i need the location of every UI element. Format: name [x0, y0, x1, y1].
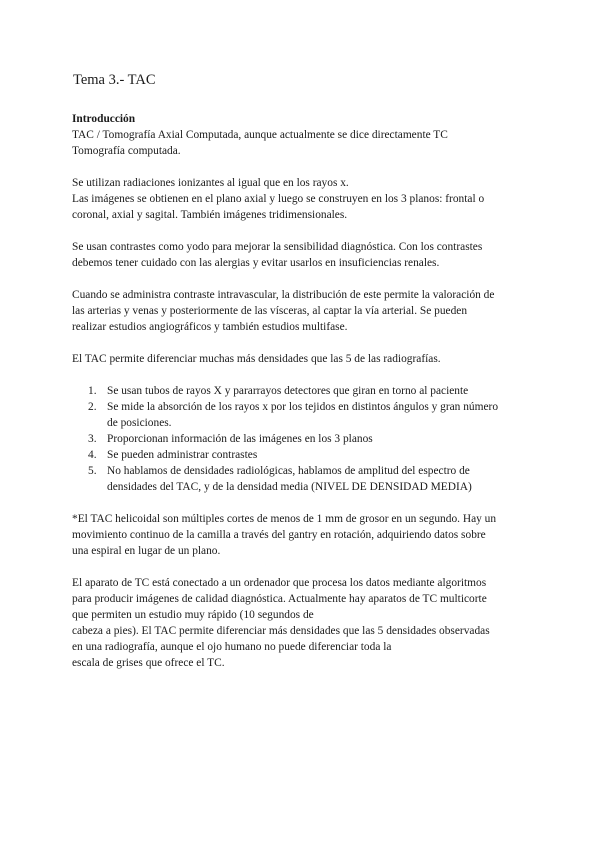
list-item-text: de posiciones. [107, 417, 172, 429]
list-item [72, 463, 532, 495]
list-item-text: Se pueden administrar contrastes [107, 449, 258, 461]
text-line: *El TAC helicoidal son múltiples cortes de menos de 1 mm de grosor en un segundo. Hay un [72, 513, 497, 525]
text-line: en una radiografía, aunque el ojo humano no puede diferenciar toda la [72, 641, 392, 653]
text-line: Tomografía computada. [72, 145, 181, 157]
densities-paragraph [72, 351, 532, 367]
list-item-text: Proporcionan información de las imágenes en los 3 planos [107, 433, 373, 445]
list-item-number: 4. [88, 449, 97, 461]
list-item [72, 431, 532, 447]
text-line: movimiento continuo de la camilla a través del gantry en rotación, adquiriendo datos sobre [72, 529, 486, 541]
list-item-text: Se mide la absorción de los rayos x por los tejidos en distintos ángulos y gran número [107, 401, 499, 413]
list-item-number: 5. [88, 465, 97, 477]
list-item [72, 447, 532, 463]
text-line: Cuando se administra contraste intravascular, la distribución de este permite la valoración de [72, 289, 495, 301]
text-line: cabeza a pies). El TAC permite diferenciar más densidades que las 5 densidades observadas [72, 625, 490, 637]
document-title: Tema 3.- TAC [73, 72, 156, 88]
list-item-number: 1. [88, 385, 97, 397]
intro-heading: Introducción [72, 113, 136, 125]
text-line: una espiral en lugar de un plano. [72, 545, 221, 557]
text-line: Las imágenes se obtienen en el plano axial y luego se construyen en los 3 planos: frontal o [72, 193, 485, 205]
list-item [72, 383, 532, 399]
contrast-paragraph [72, 239, 532, 271]
text-line: las arterias y venas y posteriormente de las vísceras, al captar la vía arterial. Se pueden [72, 305, 468, 317]
text-line: escala de grises que ofrece el TC. [72, 657, 225, 669]
text-line: coronal, axial y sagital. También imágenes tridimensionales. [72, 209, 348, 221]
text-line: realizar estudios angiográficos y también estudios multifase. [72, 321, 348, 333]
list-item-text: No hablamos de densidades radiológicas, hablamos de amplitud del espectro de [107, 465, 470, 477]
list-item [72, 399, 532, 431]
text-line: El TAC permite diferenciar muchas más densidades que las 5 de las radiografías. [72, 353, 441, 365]
list-item-text: densidades del TAC, y de la densidad media (NIVEL DE DENSIDAD MEDIA) [107, 481, 472, 493]
list-item-number: 3. [88, 433, 97, 445]
text-line: Se usan contrastes como yodo para mejorar la sensibilidad diagnóstica. Con los contrastes [72, 241, 483, 253]
text-line: El aparato de TC está conectado a un ordenador que procesa los datos mediante algoritmos [72, 577, 487, 589]
list-item-text: Se usan tubos de rayos X y pararrayos detectores que giran en torno al paciente [107, 385, 469, 397]
radiation-paragraph [72, 175, 532, 223]
text-line: Se utilizan radiaciones ionizantes al igual que en los rayos x. [72, 177, 349, 189]
text-line: debemos tener cuidado con las alergias y evitar usarlos en insuficiencias renales. [72, 257, 440, 269]
intro-paragraph [72, 127, 532, 159]
list-item-number: 2. [88, 401, 97, 413]
features-list [72, 383, 532, 495]
text-line: para producir imágenes de calidad diagnóstica. Actualmente hay aparatos de TC multicorte [72, 593, 487, 605]
computer-paragraph [72, 575, 532, 671]
intravascular-paragraph [72, 287, 532, 335]
document-page [72, 70, 532, 687]
helical-paragraph [72, 511, 532, 559]
text-line: que permiten un estudio muy rápido (10 segundos de [72, 609, 314, 621]
text-line: TAC / Tomografía Axial Computada, aunque actualmente se dice directamente TC [72, 129, 448, 141]
